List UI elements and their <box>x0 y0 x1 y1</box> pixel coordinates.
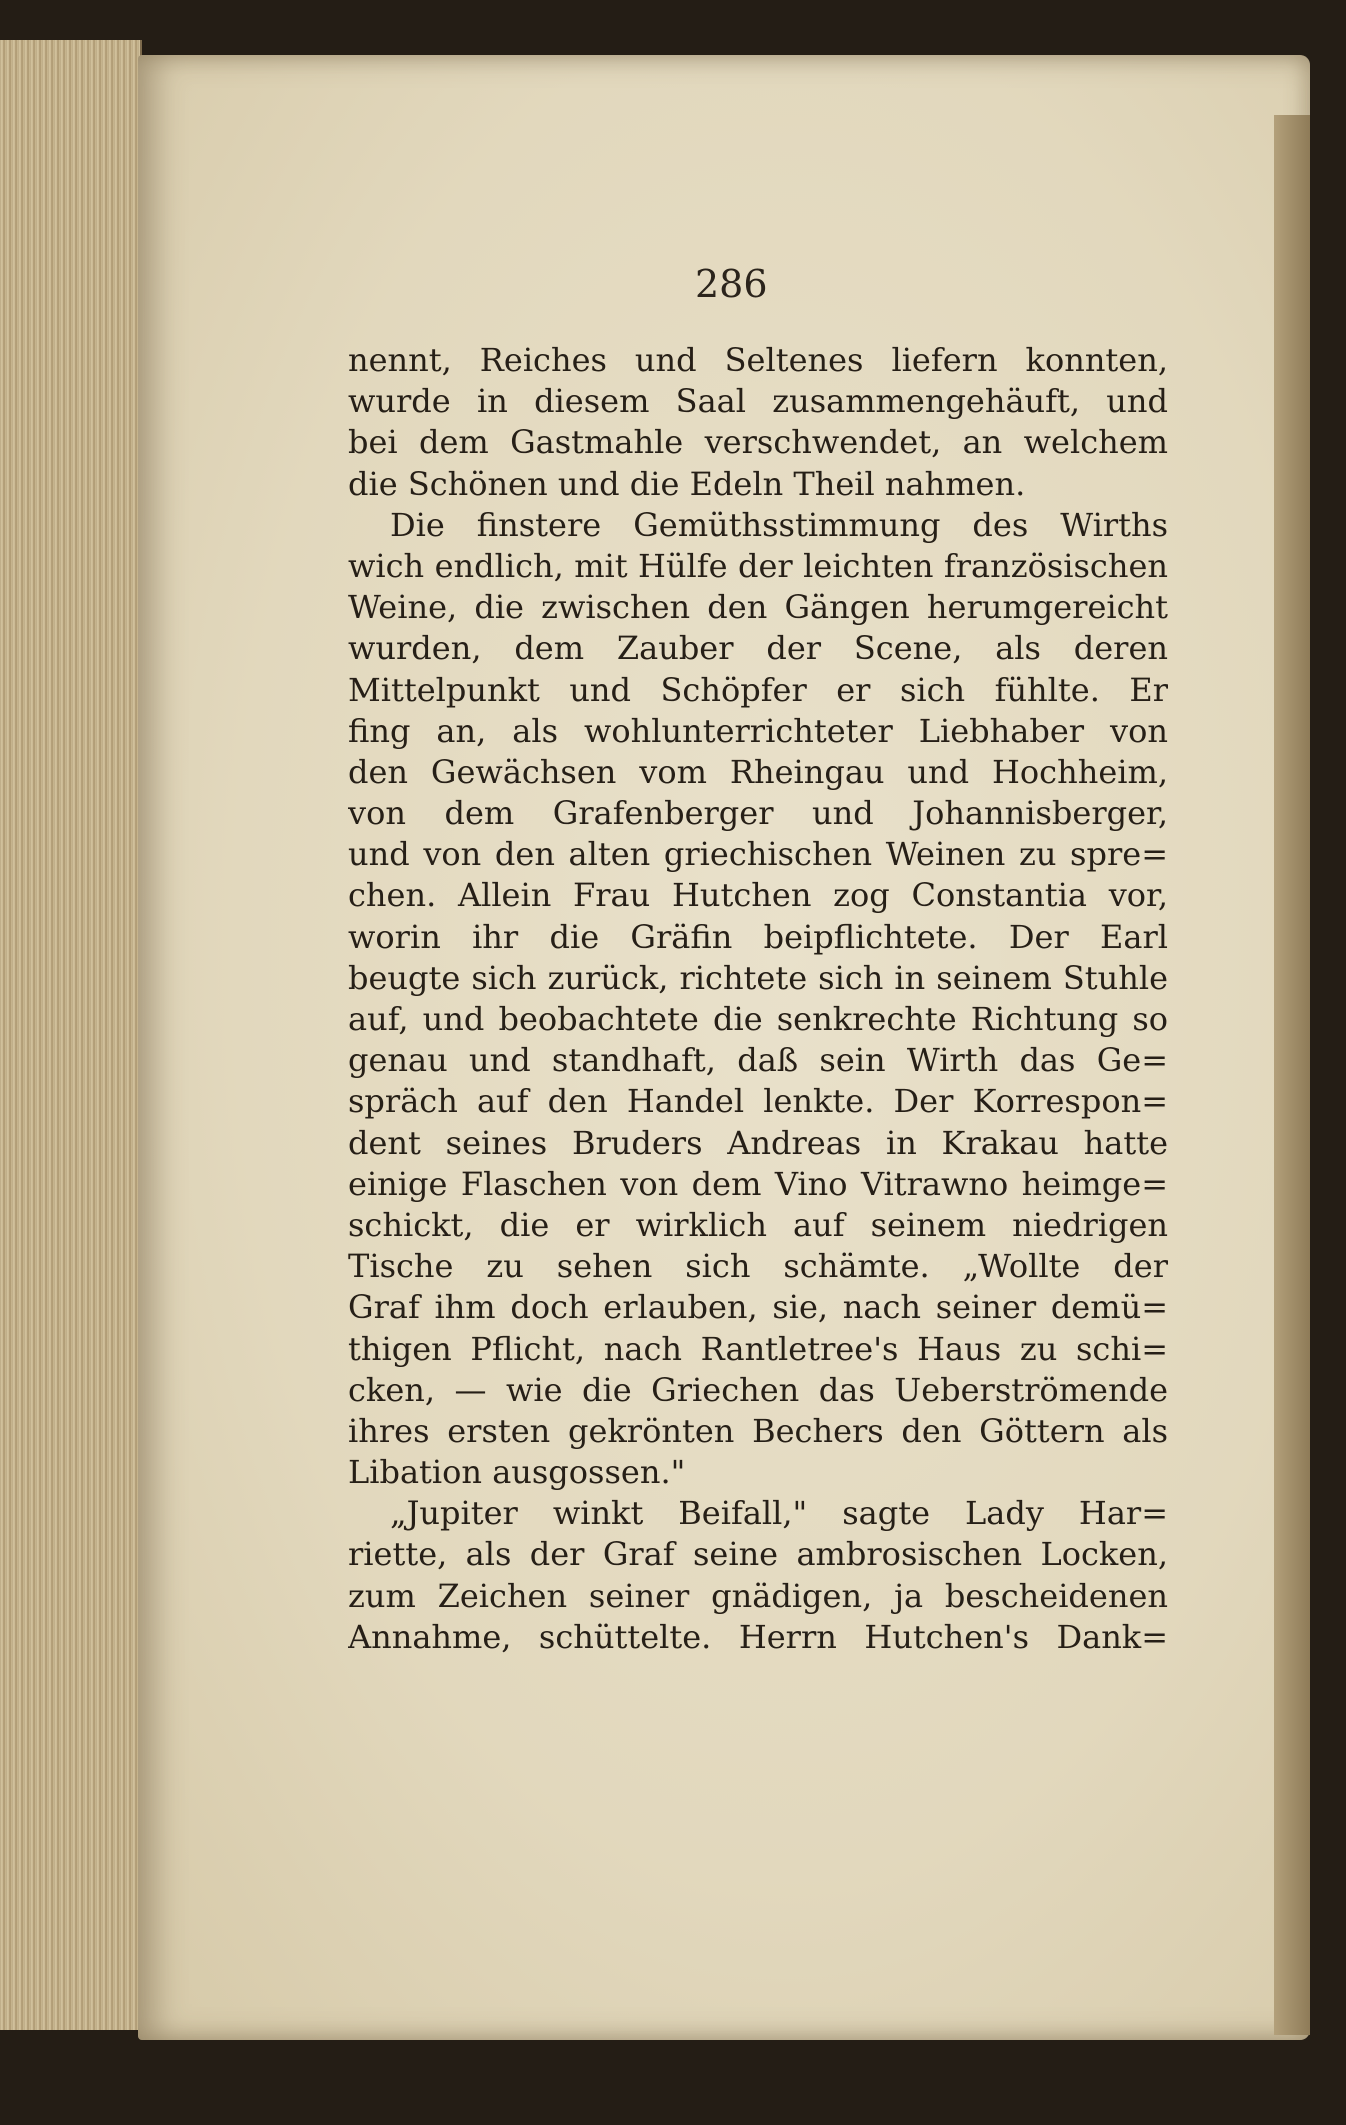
text-line: „Jupiter winkt Beifall," sagte Lady Har= <box>390 1494 1168 1533</box>
text-line: Graf ihm doch erlauben, sie, nach seiner demü= <box>348 1288 1168 1327</box>
text-line: beugte sich zurück, richtete sich in seinem Stuhle <box>348 958 1168 997</box>
text-line: die Schönen und die Edeln Theil nahmen. <box>348 464 1026 503</box>
text-line: Die finstere Gemüthsstimmung des Wirths <box>390 505 1168 544</box>
text-line: zum Zeichen seiner gnädigen, ja bescheidenen <box>348 1576 1168 1615</box>
page-edges <box>0 40 142 2030</box>
text-line: dent seines Bruders Andreas in Krakau hatte <box>348 1123 1168 1162</box>
text-line: wurden, dem Zauber der Scene, als deren <box>348 629 1168 668</box>
page-number: 286 <box>695 262 768 306</box>
text-line: worin ihr die Gräfin beipflichtete. Der Earl <box>348 917 1168 956</box>
text-line: wich endlich, mit Hülfe der leichten französischen <box>348 546 1168 585</box>
text-line: thigen Pflicht, nach Rantletree's Haus zu schi= <box>348 1329 1168 1368</box>
text-line: auf, und beobachtete die senkrechte Richtung so <box>348 1000 1168 1038</box>
text-line: Libation ausgossen." <box>348 1453 686 1492</box>
text-line: und von den alten griechischen Weinen zu spre= <box>348 835 1168 874</box>
facing-page-edge <box>1274 115 1310 2035</box>
text-line: ihres ersten gekrönten Bechers den Göttern als <box>348 1411 1168 1450</box>
text-line: Weine, die zwischen den Gängen herumgereicht <box>348 588 1168 627</box>
text-line: einige Flaschen von dem Vino Vitrawno heimge= <box>348 1164 1168 1203</box>
text-line: spräch auf den Handel lenkte. Der Korrespon= <box>348 1082 1168 1121</box>
text-line: Mittelpunkt und Schöpfer er sich fühlte. Er <box>348 670 1168 709</box>
text-line: genau und standhaft, daß sein Wirth das Ge= <box>348 1041 1168 1080</box>
page-body-text <box>348 340 1168 1658</box>
text-line: Annahme, schüttelte. Herrn Hutchen's Dank= <box>348 1617 1168 1656</box>
text-line: wurde in diesem Saal zusammengehäuft, und <box>348 382 1168 421</box>
text-line: von dem Grafenberger und Johannisberger, <box>348 794 1168 833</box>
text-line: fing an, als wohlunterrichteter Liebhaber von <box>348 711 1168 750</box>
text-line: bei dem Gastmahle verschwendet, an welchem <box>348 423 1168 462</box>
text-line: riette, als der Graf seine ambrosischen Locken, <box>348 1535 1168 1574</box>
text-line: cken, — wie die Griechen das Ueberströmende <box>348 1370 1168 1409</box>
text-line: nennt, Reiches und Seltenes liefern konnten, <box>348 341 1168 379</box>
text-line: schickt, die er wirklich auf seinem niedrigen <box>348 1205 1168 1244</box>
text-line: den Gewächsen vom Rheingau und Hochheim, <box>348 752 1168 791</box>
text-line: chen. Allein Frau Hutchen zog Constantia vor, <box>348 876 1168 915</box>
text-line: Tische zu sehen sich schämte. „Wollte der <box>348 1247 1168 1286</box>
